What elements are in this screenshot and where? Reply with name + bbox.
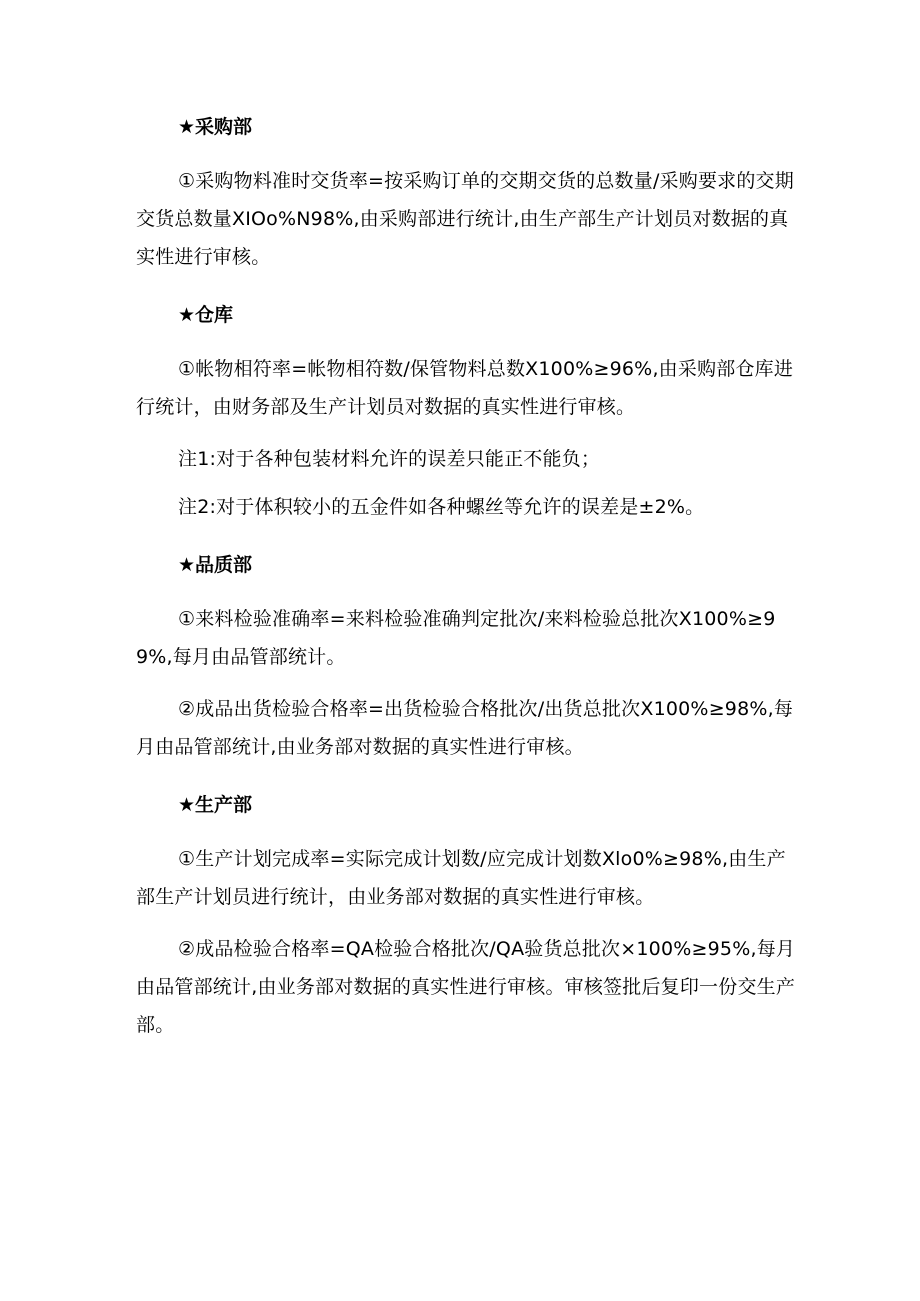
section-heading-production: ★生产部 [178, 794, 253, 816]
paragraph-purchasing-1: ①采购物料准时交货率=按采购订单的交期交货的总数量/采购要求的交期交货总数量XIOo%N98%,由采购部进行统计,由生产部生产计划员对数据的真实性进行审核。 [136, 170, 794, 268]
paragraph-production-2: ②成品检验合格率=QA检验合格批次/QA验货总批次×100%≥95%,每月由品管部统计,由业务部对数据的真实性进行审核。审核签批后复印一份交生产部。 [136, 938, 796, 1036]
paragraph-warehouse-note-2: 注2:对于体积较小的五金件如各种螺丝等允许的误差是±2%。 [178, 496, 705, 518]
section-warehouse [136, 300, 796, 526]
section-heading-quality: ★品质部 [178, 554, 253, 576]
section-production [136, 790, 796, 1044]
paragraph-warehouse-note-1: 注1:对于各种包装材料允许的误差只能正不能负； [178, 448, 601, 470]
section-quality [136, 550, 796, 766]
section-heading-warehouse: ★仓库 [178, 304, 234, 326]
section-heading-purchasing: ★采购部 [178, 116, 253, 138]
paragraph-warehouse-1: ①帐物相符率=帐物相符数/保管物料总数X100%≥96%,由采购部仓库进行统计，由财务部及生产计划员对数据的真实性进行审核。 [136, 358, 794, 418]
paragraph-quality-1: ①来料检验准确率=来料检验准确判定批次/来料检验总批次X100%≥99%,每月由品管部统计。 [136, 608, 776, 668]
document-body [136, 112, 796, 1058]
paragraph-quality-2: ②成品出货检验合格率=出货检验合格批次/出货总批次X100%≥98%,每月由品管部统计,由业务部对数据的真实性进行审核。 [136, 698, 794, 758]
paragraph-production-1: ①生产计划完成率=实际完成计划数/应完成计划数Xlo0%≥98%,由生产部生产计划员进行统计，由业务部对数据的真实性进行审核。 [136, 848, 786, 908]
section-purchasing [136, 112, 796, 276]
